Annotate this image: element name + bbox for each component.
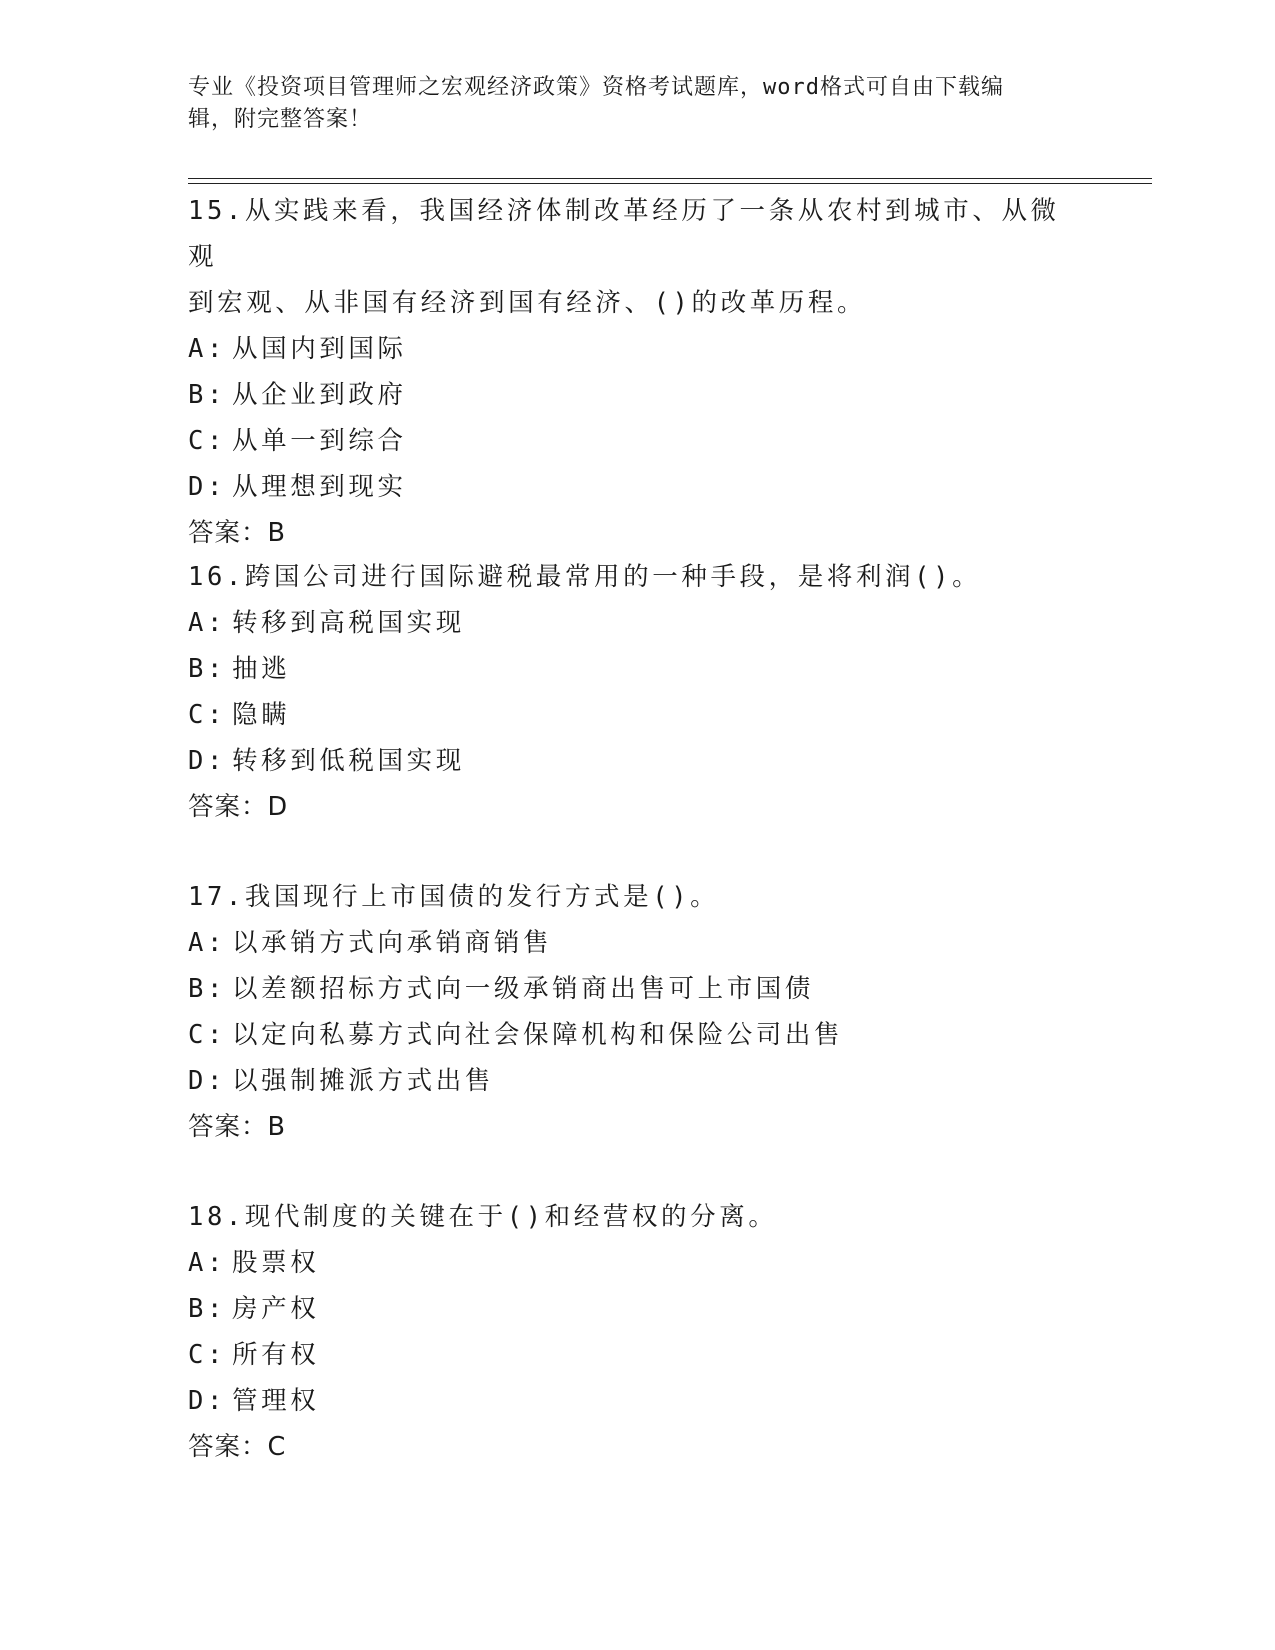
question-16 [188,554,1088,830]
option-key: D: [188,1066,226,1096]
option-b [188,646,1088,692]
option-a [188,600,1088,646]
option-key: B: [188,974,226,1004]
option-text: 从企业到政府 [232,380,407,410]
answer-line [188,784,1088,830]
option-key: D: [188,1386,226,1416]
option-key: A: [188,1248,226,1278]
answer-label: 答案： [188,518,268,548]
answer-label: 答案： [188,1112,268,1142]
header-divider-top [188,178,1152,179]
question-18 [188,1194,1088,1470]
option-text: 转移到低税国实现 [232,746,465,776]
option-b [188,1286,1088,1332]
option-text: 隐瞒 [232,700,291,730]
option-key: B: [188,380,226,410]
header-line-1: 专业《投资项目管理师之宏观经济政策》资格考试题库，word格式可自由下载编 [188,75,1004,100]
option-c [188,692,1088,738]
option-key: D: [188,746,226,776]
option-key: A: [188,928,226,958]
question-15 [188,188,1088,556]
option-text: 以定向私募方式向社会保障机构和保险公司出售 [232,1020,844,1050]
option-text: 从单一到综合 [232,426,407,456]
option-c [188,1332,1088,1378]
option-c [188,418,1088,464]
option-text: 抽逃 [232,654,291,684]
option-key: D: [188,472,226,502]
option-key: C: [188,426,226,456]
option-d [188,1058,1088,1104]
option-key: B: [188,1294,226,1324]
question-stem-line-2: 到宏观、从非国有经济到国有经济、()的改革历程。 [188,288,867,318]
option-a [188,1240,1088,1286]
option-b [188,966,1088,1012]
document-header [188,72,1068,136]
option-key: C: [188,1020,226,1050]
option-text: 转移到高税国实现 [232,608,465,638]
option-text: 股票权 [232,1248,320,1278]
question-stem-line-1: 16.跨国公司进行国际避税最常用的一种手段，是将利润()。 [188,562,982,592]
answer-value: B [267,1112,286,1142]
option-d [188,738,1088,784]
answer-line [188,510,1088,556]
question-17 [188,874,1088,1150]
answer-value: C [267,1432,286,1462]
answer-label: 答案： [188,1432,268,1462]
option-key: A: [188,608,226,638]
question-stem-line-1: 15.从实践来看，我国经济体制改革经历了一条从农村到城市、从微观 [188,196,1060,272]
header-divider-bottom [188,183,1152,184]
answer-label: 答案： [188,792,268,822]
answer-line [188,1424,1088,1470]
option-text: 以差额招标方式向一级承销商出售可上市国债 [232,974,815,1004]
option-d [188,1378,1088,1424]
answer-value: D [267,792,288,822]
option-key: B: [188,654,226,684]
option-a [188,326,1088,372]
question-stem-line-1: 18.现代制度的关键在于()和经营权的分离。 [188,1202,778,1232]
option-a [188,920,1088,966]
option-text: 所有权 [232,1340,320,1370]
option-text: 从国内到国际 [232,334,407,364]
option-text: 以强制摊派方式出售 [232,1066,494,1096]
option-key: A: [188,334,226,364]
answer-value: B [267,518,286,548]
header-line-2: 辑，附完整答案！ [188,107,373,132]
option-text: 管理权 [232,1386,320,1416]
question-stem-line-1: 17.我国现行上市国债的发行方式是()。 [188,882,720,912]
option-b [188,372,1088,418]
option-c [188,1012,1088,1058]
answer-line [188,1104,1088,1150]
option-text: 以承销方式向承销商销售 [232,928,553,958]
option-key: C: [188,1340,226,1370]
option-d [188,464,1088,510]
option-text: 从理想到现实 [232,472,407,502]
option-key: C: [188,700,226,730]
option-text: 房产权 [232,1294,320,1324]
